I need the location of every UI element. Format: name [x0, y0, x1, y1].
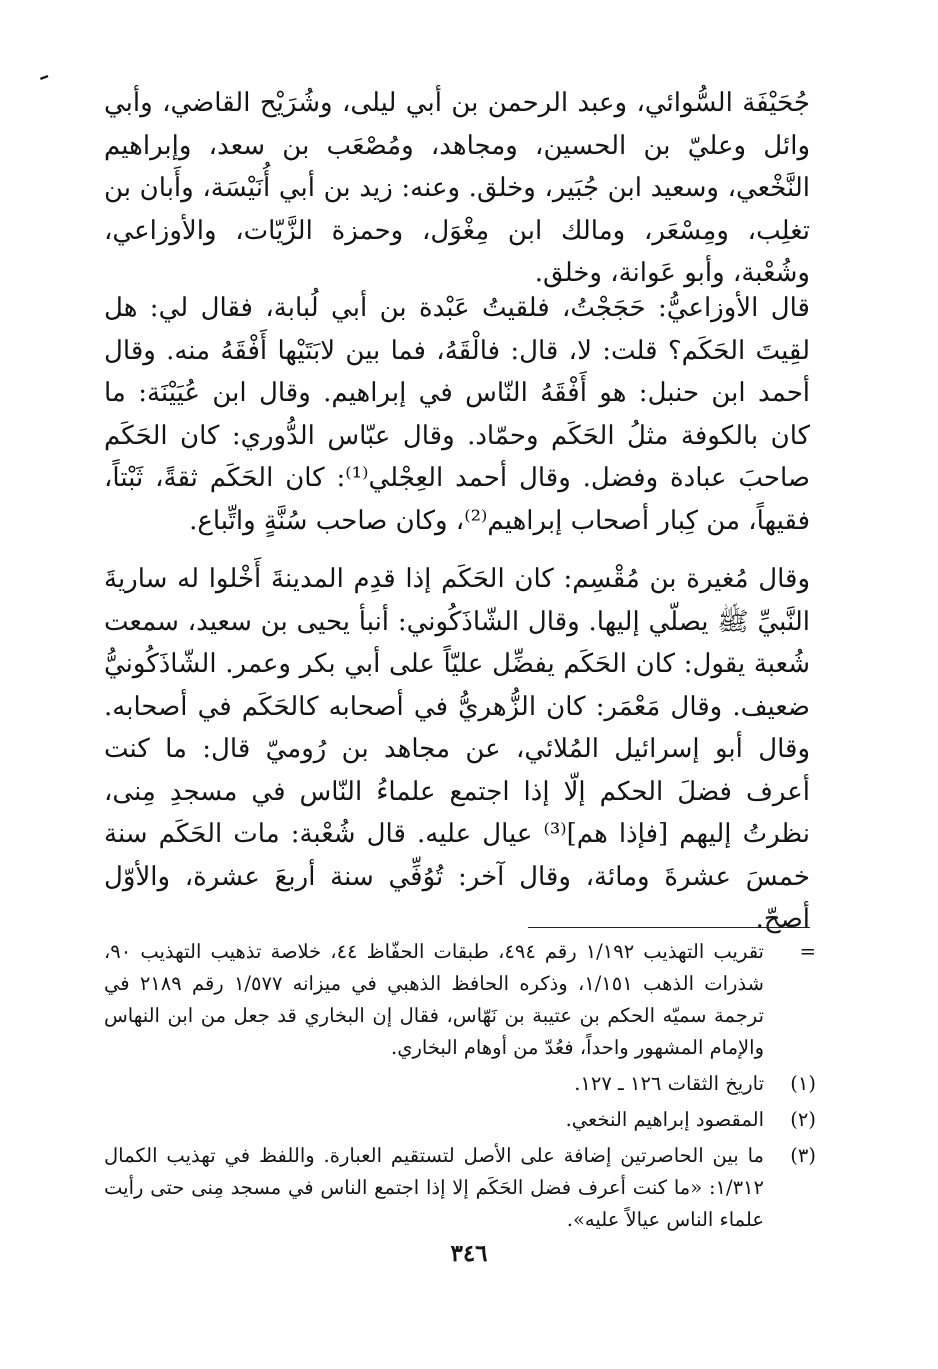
footnote-mark: (٣) [790, 1144, 816, 1167]
footnote-text: تقريب التهذيب ١/١٩٢ رقم ٤٩٤، طبقات الحفّاظ ٤٤، خلاصة تذهيب التهذيب ٩٠، شذرات الذهب ١/١٥١، وذكره الحافظ الذهبي في ميزانه ١/٥٧٧ رقم ٢١٨٩ في ترجمة سميّه الحكم بن عتيبة بن نَهّاس، فقال إن البخاري قد جعل من ابن النهاس والإمام المشهور واحداً، فعُدّ من أوهام البخاري. [104, 940, 764, 1059]
paragraph-3: وقال مُغيرة بن مُقْسِم: كان الحَكَم إذا قدِم المدينةَ أَخْلوا له ساريةَ النَّبيِّ ﷺ يصلّي إليها. وقال الشّاذَكُوني: أنبأ يحيى بن سعيد، سمعت شُعبة يقول: كان الحَكَم يفضِّل عليّاً على أبي بكر وعمر. الشّاذَكُونيُّ ضعيف. وقال مَعْمَر: كان الزُّهريُّ في أصحابه كالحَكَم في أصحابه. وقال أبو إسرائيل المُلائي، عن مجاهد بن رُوميّ قال: ما كنت أعرف فضلَ الحكم إلّا إذا اجتمع علماءُ النّاس في مسجدِ مِنى، نظرتُ إليهم [فإذا هم]⁽³⁾ عيال عليه. قال شُعْبة: مات الحَكَم سنة خمسَ عشرةَ ومائة، وقال آخر: تُوُفِّي سنة أربعَ عشرة، والأوّل أصحّ. [104, 564, 810, 934]
footnote-text: ما بين الحاصرتين إضافة على الأصل لتستقيم العبارة. واللفظ في تهذيب الكمال ١/٣١٢: «ما كنت أعرف فضل الحَكَم إلا إذا اجتمع الناس في مسجد مِنى حتى رأيت علماء الناس عيالاً عليه». [104, 1144, 764, 1231]
footnote-text: المقصود إبراهيم النخعي. [565, 1108, 764, 1131]
page-number: ٣٤٦ [450, 1240, 488, 1267]
footnote-1 [104, 1068, 816, 1100]
footnote-mark: (٢) [790, 1108, 816, 1131]
footnote-mark: (١) [790, 1072, 816, 1095]
footnotes [104, 936, 816, 1240]
footnote-text: تاريخ الثقات ١٢٦ ـ ١٢٧. [574, 1072, 764, 1095]
footnote-2 [104, 1104, 816, 1136]
footnote-mark: = [799, 940, 816, 963]
footnote-continued [104, 936, 816, 1064]
footnote-separator [528, 927, 810, 928]
paragraph-2: قال الأوزاعيُّ: حَجَجْتُ، فلقيتُ عَبْدة بن أبي لُبابة، فقال لي: هل لقِيتَ الحَكَم؟ قلت: لا، قال: فالْقَهُ، فما بين لابَتَيْها أَفْقَهُ منه. وقال أحمد ابن حنبل: هو أَفْقَهُ النّاس في إبراهيم. وقال ابن عُيَيْنَة: ما كان بالكوفة مثلُ الحَكَم وحمّاد. وقال عبّاس الدُّوري: كان الحَكَم صاحبَ عبادة وفضل. وقال أحمد العِجْلي⁽¹⁾: كان الحَكَم ثقةً، ثَبْتاً، فقيهاً، من كِبار أصحاب إبراهيم⁽²⁾، وكان صاحب سُنَّةٍ واتِّباع. [104, 293, 810, 536]
corner-mark: ـ [33, 55, 51, 87]
footnote-3 [104, 1140, 816, 1236]
paragraph-1: جُحَيْفَة السُّوائي، وعبد الرحمن بن أبي ليلى، وشُرَيْح القاضي، وأبي وائل وعليّ بن الحسين، ومجاهد، ومُصْعَب بن سعد، وإبراهيم النَّخْعي، وسعيد ابن جُبَير، وخلق. وعنه: زيد بن أبي أُنَيْسَة، وأَبان بن تغلِب، ومِسْعَر، ومالك ابن مِغْوَل، وحمزة الزَّيّات، والأوزاعي، وشُعْبة، وأبو عَوانة، وخلق. [104, 88, 810, 288]
